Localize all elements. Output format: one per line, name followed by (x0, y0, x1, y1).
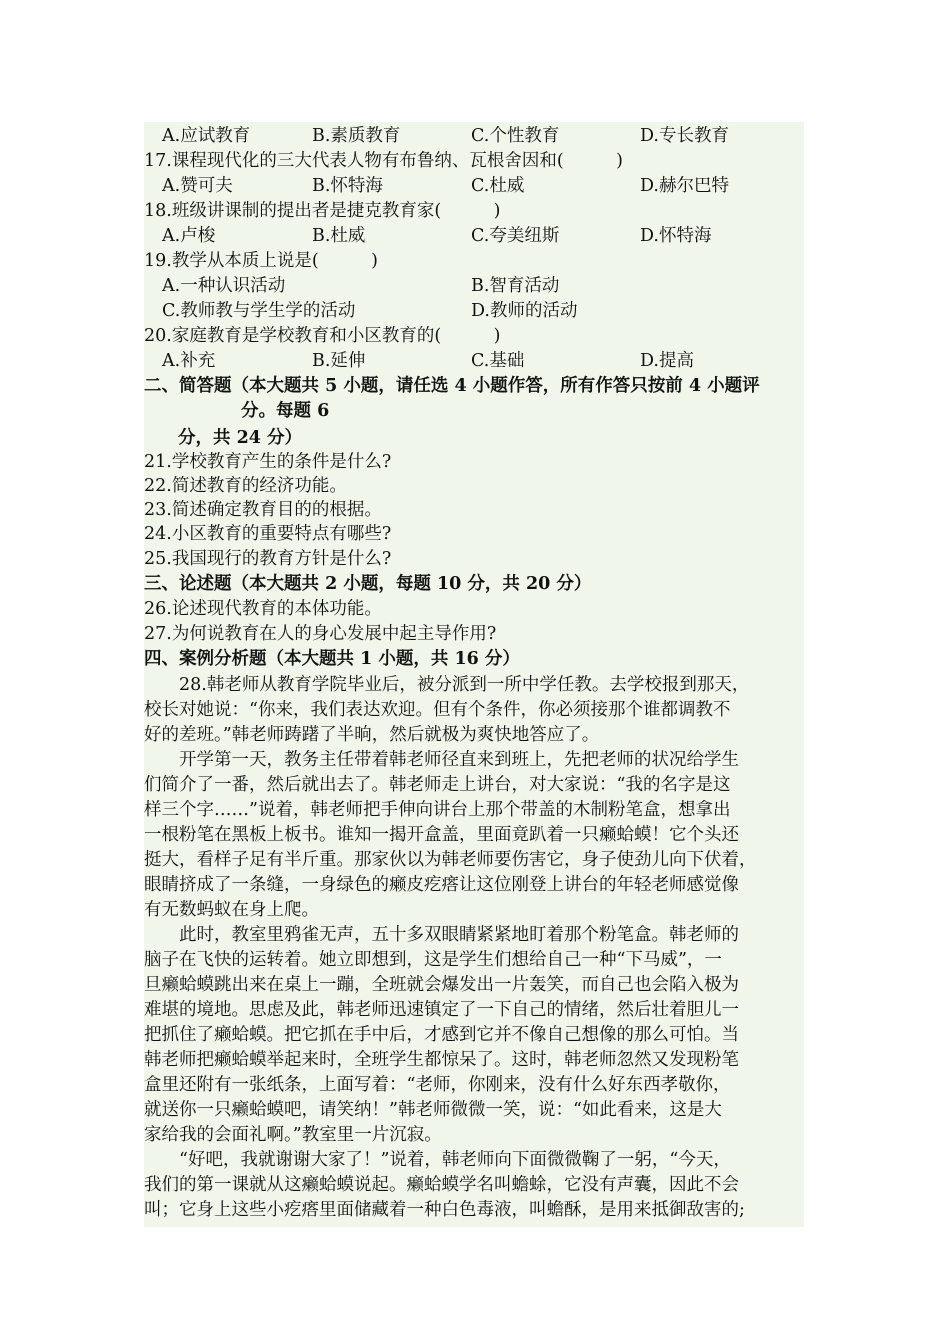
section2-heading: 二、简答题（本大题共 5 小题，请任选 4 小题作答，所有作答只按前 4 小题评 (144, 376, 760, 396)
case-line: 我们的第一课就从这癞蛤蟆说起。癞蛤蟆学名叫蟾蜍，它没有声囊，因此不会 (144, 1175, 739, 1195)
q18-option-a: A.卢梭 (162, 226, 216, 246)
case-line: 脑子在飞快的运转着。她立即想到，这是学生们想给自己一种“下马威”，一 (144, 950, 722, 970)
section2-heading-cont2: 分，共 24 分） (178, 428, 303, 448)
case-line: 校长对她说：“你来，我们表达欢迎。但有个条件，你必须接那个谁都调教不 (144, 700, 731, 720)
section2-heading-cont: 分。每题 6 (241, 401, 330, 421)
case-line: 叫；它身上这些小疙瘩里面储藏着一种白色毒液，叫蟾酥，是用来抵御敌害的; (144, 1200, 745, 1220)
q16-option-b: B.素质教育 (312, 126, 401, 146)
case-line: 好的差班。”韩老师踌躇了半晌，然后就极为爽快地答应了。 (144, 725, 600, 745)
case-line: 此时，教室里鸦雀无声，五十多双眼睛紧紧地盯着那个粉笔盒。韩老师的 (144, 925, 739, 945)
case-line: 28.韩老师从教育学院毕业后，被分派到一所中学任教。去学校报到那天， (144, 675, 750, 695)
q18-option-c: C.夸美纽斯 (471, 226, 560, 246)
q17-option-c: C.杜威 (471, 176, 525, 196)
q19-stem: 19.教学从本质上说是( ) (144, 251, 378, 271)
case-line: 开学第一天，教务主任带着韩老师径直来到班上，先把老师的状况给学生 (144, 750, 739, 770)
case-line: 有无数蚂蚁在身上爬。 (144, 900, 319, 920)
question-26: 26.论述现代教育的本体功能。 (144, 599, 382, 619)
case-line: 旦癞蛤蟆跳出来在桌上一蹦，全班就会爆发出一片轰笑，而自己也会陷入极为 (144, 975, 739, 995)
question-21: 21.学校教育产生的条件是什么? (144, 452, 392, 472)
case-line: 样三个字……”说着，韩老师把手伸向讲台上那个带盖的木制粉笔盒，想拿出 (144, 800, 731, 820)
q20-option-a: A.补充 (162, 351, 216, 371)
question-25: 25.我国现行的教育方针是什么? (144, 549, 392, 569)
q17-option-d: D.赫尔巴特 (640, 176, 729, 196)
case-line: 难堪的境地。思虑及此，韩老师迅速镇定了一下自己的情绪，然后壮着胆儿一 (144, 1000, 739, 1020)
q18-option-b: B.杜威 (312, 226, 366, 246)
q20-option-c: C.基础 (471, 351, 525, 371)
q20-stem: 20.家庭教育是学校教育和小区教育的( ) (144, 326, 501, 346)
q19-option-d: D.教师的活动 (471, 301, 578, 321)
case-line: 把抓住了癞蛤蟆。把它抓在手中后，才感到它并不像自己想像的那么可怕。当 (144, 1025, 739, 1045)
q16-option-d: D.专长教育 (640, 126, 729, 146)
q19-option-c: C.教师教与学生学的活动 (162, 301, 356, 321)
case-line: 挺大，看样子足有半斤重。那家伙以为韩老师要伤害它，身子使劲儿向下伏着， (144, 850, 757, 870)
q17-option-b: B.怀特海 (312, 176, 383, 196)
question-23: 23.简述确定教育目的的根据。 (144, 500, 382, 520)
document-page (144, 122, 804, 1227)
case-line: 眼睛挤成了一条缝，一身绿色的癞皮疙瘩让这位刚登上讲台的年轻老师感觉像 (144, 875, 739, 895)
q19-option-a: A.一种认识活动 (162, 276, 286, 296)
q17-option-a: A.赞可夫 (162, 176, 233, 196)
case-line: 们简介了一番，然后就出去了。韩老师走上讲台，对大家说：“我的名字是这 (144, 775, 731, 795)
case-line: 就送你一只癞蛤蟆吧，请笑纳！”韩老师微微一笑，说：“如此看来，这是大 (144, 1100, 722, 1120)
case-line: 家给我的会面礼啊。”教室里一片沉寂。 (144, 1125, 442, 1145)
section4-heading: 四、案例分析题（本大题共 1 小题，共 16 分） (144, 649, 520, 669)
q16-option-c: C.个性教育 (471, 126, 560, 146)
case-line: 盒里还附有一张纸条，上面写着：“老师，你刚来，没有什么好东西孝敬你， (144, 1075, 731, 1095)
q17-stem: 17.课程现代化的三大代表人物有布鲁纳、瓦根舍因和( ) (144, 151, 623, 171)
question-22: 22.简述教育的经济功能。 (144, 476, 347, 496)
q16-option-a: A.应试教育 (162, 126, 251, 146)
question-27: 27.为何说教育在人的身心发展中起主导作用? (144, 624, 497, 644)
case-line: 韩老师把癞蛤蟆举起来时，全班学生都惊呆了。这时，韩老师忽然又发现粉笔 (144, 1050, 739, 1070)
q19-option-b: B.智育活动 (471, 276, 560, 296)
question-24: 24.小区教育的重要特点有哪些? (144, 524, 392, 544)
q18-option-d: D.怀特海 (640, 226, 712, 246)
q20-option-d: D.提高 (640, 351, 694, 371)
case-line: 一根粉笔在黑板上板书。谁知一揭开盒盖，里面竟趴着一只癞蛤蟆！它个头还 (144, 825, 739, 845)
section3-heading: 三、论述题（本大题共 2 小题，每题 10 分，共 20 分） (144, 574, 592, 594)
case-line: “好吧，我就谢谢大家了！”说着，韩老师向下面微微鞠了一躬，“今天， (144, 1150, 731, 1170)
q18-stem: 18.班级讲课制的提出者是捷克教育家( ) (144, 201, 501, 221)
q20-option-b: B.延伸 (312, 351, 366, 371)
